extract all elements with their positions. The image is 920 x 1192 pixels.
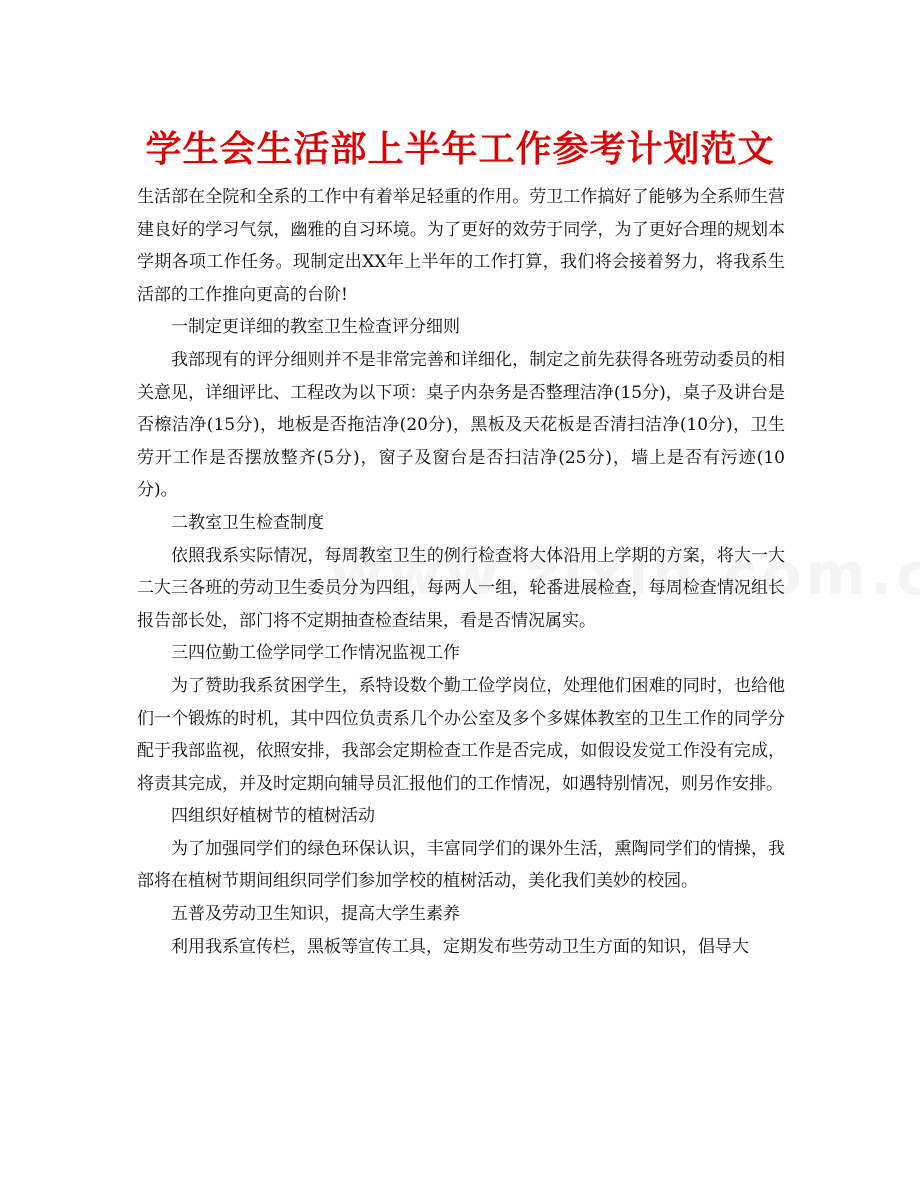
body-paragraph: 依照我系实际情况，每周教室卫生的例行检查将大体沿用上学期的方案，将大一大二大三各班的劳动卫生委员分为四组，每两人一组，轮番进展检查，每周检查情况组长报告部长处，部门将不定期抽查检查结果，看是否情况属实。: [137, 545, 785, 631]
body-paragraph: 为了赞助我系贫困学生，系特设数个勤工俭学岗位，处理他们困难的同时，也给他们一个锻炼的时机，其中四位负责系几个办公室及多个多媒体教室的卫生工作的同学分配于我部监视，依照安排，我部会定期检查工作是否完成，如假设发觉工作没有完成，将责其完成，并及时定期向辅导员汇报他们的工作情况，如遇特别情况，则另作安排。: [137, 675, 785, 794]
document-body: [137, 181, 785, 963]
body-paragraph: 四组织好植树节的植树活动: [171, 806, 375, 827]
body-paragraph: 利用我系宣传栏，黑板等宣传工具，定期发布些劳动卫生方面的知识，倡导大: [171, 936, 749, 957]
intro-paragraph: 生活部在全院和全系的工作中有着举足轻重的作用。劳卫工作搞好了能够为全系师生营建良好的学习气氛，幽雅的自习环境。为了更好的效劳于同学，为了更好合理的规划本学期各项工作任务。现制定出XX年上半年的工作打算，我们将会接着努力，将我系生活部的工作推向更高的台阶!: [137, 187, 785, 305]
body-paragraph: 一制定更详细的教室卫生检查评分细则: [171, 317, 460, 338]
body-paragraph: 二教室卫生检查制度: [171, 512, 324, 533]
body-paragraph: 三四位勤工俭学同学工作情况监视工作: [171, 643, 460, 664]
body-paragraph: 我部现有的评分细则并不是非常完善和详细化，制定之前先获得各班劳动委员的相关意见，详细评比、工程改为以下项：桌子内杂务是否整理洁净(15分)，桌子及讲台是否檫洁净(15分)，地板是否拖洁净(20分)，黑板及天花板是否清扫洁净(10分)，卫生劳开工作是否摆放整齐(5分)，窗子及窗台是否扫洁净(25分)，墙上是否有污迹(10分)。: [137, 349, 785, 501]
body-paragraph: 为了加强同学们的绿色环保认识，丰富同学们的课外生活，熏陶同学们的情操，我部将在植树节期间组织同学们参加学校的植树活动，美化我们美妙的校园。: [137, 838, 785, 892]
document-title: 学生会生活部上半年工作参考计划范文: [145, 129, 775, 170]
body-paragraph: 五普及劳动卫生知识，提高大学生素养: [171, 904, 460, 925]
